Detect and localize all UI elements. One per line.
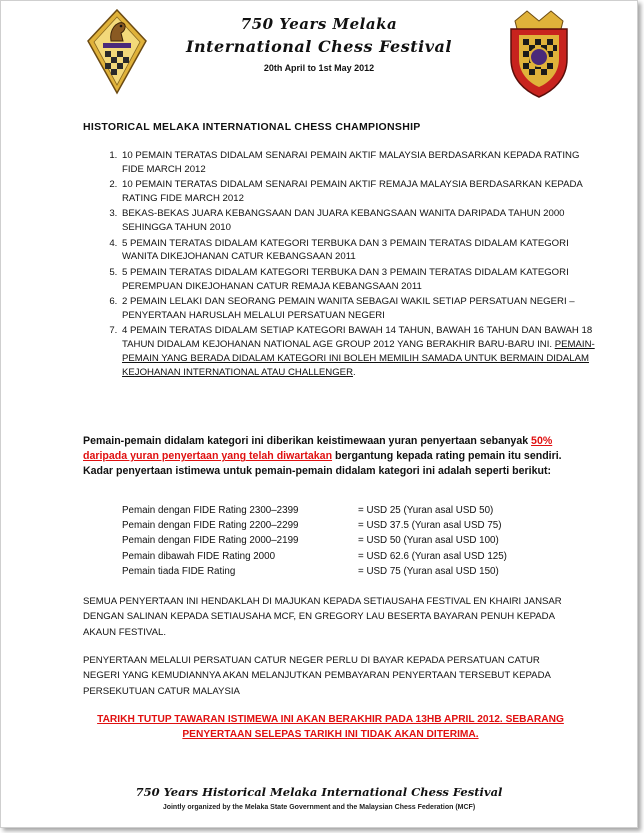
fee-row: [122, 549, 507, 564]
fee-value: = USD 75 (Yuran asal USD 150): [358, 565, 499, 577]
criteria-item-underlined: PEMAIN-PEMAIN YANG BERADA DIDALAM KATEGORI INI BOLEH MEMILIH SAMADA UNTUK BERMAIN DIDALAM KEJOHANAN INTERNATIONAL ATAU CHALLENGER: [122, 338, 595, 378]
submission-paragraph: SEMUA PENYERTAAN INI HENDAKLAH DI MAJUKAN KEPADA SETIAUSAHA FESTIVAL EN KHAIRI JANSAR DENGAN SALINAN KEPADA SETIAUSAHA MCF, EN GREGORY LAU BESERTA BAYARAN PENUH KEPADA AKAUN FESTIVAL.: [83, 596, 562, 638]
fee-row: [122, 533, 507, 548]
fee-value: = USD 50 (Yuran asal USD 100): [358, 535, 499, 547]
fee-value: = USD 37.5 (Yuran asal USD 75): [358, 520, 502, 532]
payment-paragraph: PENYERTAAN MELALUI PERSATUAN CATUR NEGER PERLU DI BAYAR KEPADA PERSATUAN CATUR NEGERI YANG KEMUDIANNYA AKAN MELANJUTKAN PEMBAYARAN PENYERTAAN TERSEBUT KEPADA PERSEKUTUAN CATUR MALAYSIA: [83, 655, 551, 697]
fee-label: Pemain dibawah FIDE Rating 2000: [122, 550, 276, 562]
criteria-item-text: 4 PEMAIN TERATAS DIDALAM SETIAP KATEGORI BAWAH 14 TAHUN, BAWAH 16 TAHUN DAN BAWAH 18 TAHUN DIDALAM KEJOHANAN NATIONAL AGE GROUP 2012 YANG BERAKHIR BARU-BARU INI.: [122, 325, 593, 350]
closing-notice: TARIKH TUTUP TAWARAN ISTIMEWA INI AKAN BERAKHIR PADA 13HB APRIL 2012. SEBARANG PENYERTAAN SELEPAS TARIKH INI TIDAK AKAN DITERIMA.: [97, 714, 564, 741]
criteria-item: 1. 10 PEMAIN TERATAS DIDALAM SENARAI PEMAIN AKTIF MALAYSIA BERDASARKAN KEPADA RATING FIDE MARCH 2012: [120, 149, 600, 177]
fee-label: Pemain dengan FIDE Rating 2000–2199: [122, 535, 299, 547]
fee-value: = USD 25 (Yuran asal USD 50): [358, 505, 494, 516]
privilege-text-after: bergantung kepada rating pemain itu sendiri. Kadar penyertaan istimewa untuk pemain-pemain didalam kategori ini adalah seperti berikut:: [83, 450, 562, 478]
header-dates: 20th April to 1st May 2012: [263, 63, 375, 73]
criteria-item: [120, 324, 600, 379]
fee-label: Pemain tiada FIDE Rating: [122, 565, 236, 577]
fee-table: [122, 503, 507, 579]
privilege-paragraph: [83, 434, 568, 480]
fee-value: = USD 62.6 (Yuran asal USD 125): [358, 550, 507, 562]
section-title: HISTORICAL MELAKA INTERNATIONAL CHESS CHAMPIONSHIP: [83, 121, 421, 133]
criteria-item: 4. 5 PEMAIN TERATAS DIDALAM KATEGORI TERBUKA DAN 3 PEMAIN TERATAS DIDALAM KATEGORI WANITA DIKEJOHANAN CATUR KEBANGSAAN 2011: [120, 237, 600, 265]
footer-organizers: Jointly organized by the Melaka State Government and the Malaysian Chess Federation (MCF): [162, 804, 476, 811]
fee-label: Pemain dengan FIDE Rating 2300–2399: [122, 505, 299, 516]
criteria-item: 3. BEKAS-BEKAS JUARA KEBANGSAAN DAN JUARA KEBANGSAAN WANITA DARIPADA TAHUN 2000 SEHINGGA TAHUN 2010: [120, 207, 600, 235]
footer-title: 750 Years Historical Melaka International Chess Festival: [135, 785, 503, 799]
criteria-item-end: .: [353, 366, 356, 378]
privilege-highlight: 50% daripada yuran penyertaan yang telah diwartakan: [83, 435, 553, 463]
fee-row: [122, 518, 507, 533]
header-line-1: 750 Years Melaka: [240, 15, 398, 33]
criteria-item: 2. 10 PEMAIN TERATAS DIDALAM SENARAI PEMAIN AKTIF REMAJA MALAYSIA BERDASARKAN KEPADA RATING FIDE MARCH 2012: [120, 178, 600, 206]
header-line-2: International Chess Festival: [186, 37, 452, 56]
criteria-item: 5. 5 PEMAIN TERATAS DIDALAM KATEGORI TERBUKA DAN 3 PEMAIN TERATAS DIDALAM KATEGORI PEREMPUAN DIKEJOHANAN CATUR REMAJA KEBANGSAAN 2011: [120, 266, 600, 294]
fee-label: Pemain dengan FIDE Rating 2200–2299: [122, 520, 299, 532]
privilege-text-before: Pemain-pemain didalam kategori ini diberikan keistimewaan yuran penyertaan sebanyak: [83, 435, 532, 447]
criteria-list: [83, 149, 600, 381]
fee-row: [122, 564, 507, 579]
fee-row: [122, 503, 507, 518]
criteria-item: 6. 2 PEMAIN LELAKI DAN SEORANG PEMAIN WANITA SEBAGAI WAKIL SETIAP PERSATUAN NEGERI – PENYERTAAN HARUSLAH MELALUI PERSATUAN NEGERI: [120, 295, 600, 323]
